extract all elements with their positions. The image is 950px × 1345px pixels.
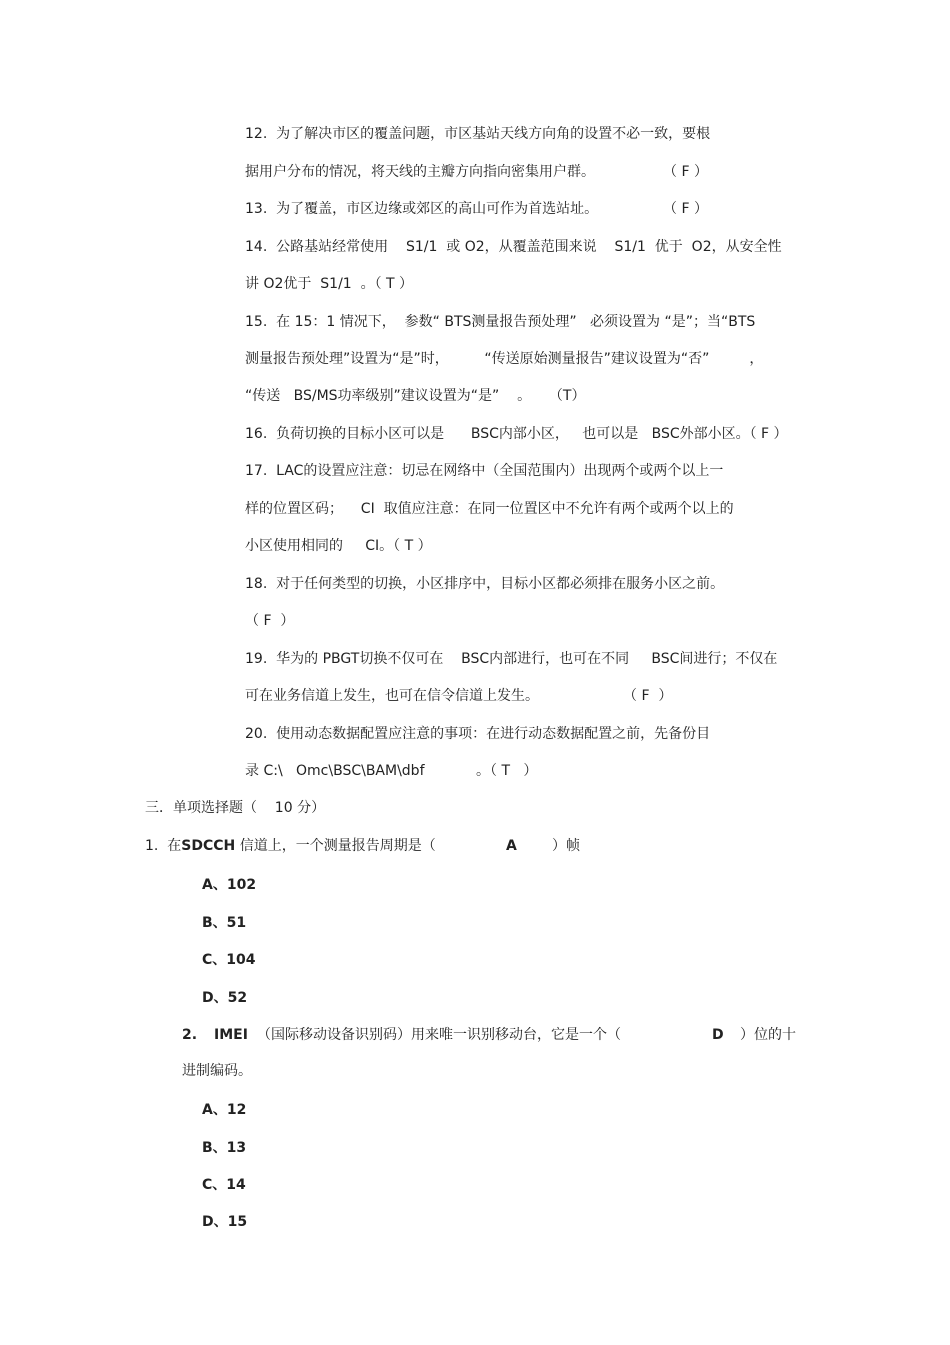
mc1-question (145, 836, 436, 856)
mc2-option-c: C、14 (202, 1177, 246, 1193)
q12-line2: 据用户分布的情况，将天线的主瓣方向指向密集用户群。 (245, 164, 595, 180)
q18-line2: （ F ） (245, 613, 295, 629)
q15-line2: 测量报告预处理”设置为“是”时， “传送原始测量报告”建议设置为“否” ， (245, 351, 764, 367)
mc2-option-b: B、13 (202, 1140, 247, 1156)
mc1-answer: A (506, 838, 517, 854)
mc1-option-c: C、104 (202, 952, 256, 968)
q17-line1: 17. LAC的设置应注意：切忌在网络中（全国范围内）出现两个或两个以上一 (245, 463, 724, 479)
q14-line1: 14. 公路基站经常使用 S1/1 或 O2，从覆盖范围来说 S1/1 优于 O2，从安全性 (245, 239, 782, 255)
q14-line2: 讲 O2优于 S1/1 。（ T ） (245, 276, 414, 292)
mc1-option-b: B、51 (202, 915, 247, 931)
q15-line1: 15. 在 15：1 情况下， 参数“ BTS测量报告预处理” 必须设置为 “是”；当“BTS (245, 314, 756, 330)
q17-line3: 小区使用相同的 CI。（ T ） (245, 538, 432, 554)
mc1-prefix: 1. 在 (145, 838, 182, 854)
mc1-option-a: A、102 (202, 877, 257, 893)
section-3-title: 三．单项选择题（ 10 分） (145, 800, 326, 816)
q12-line1: 12. 为了解决市区的覆盖问题，市区基站天线方向角的设置不必一致，要根 (245, 126, 711, 142)
q15-line3: “传送 BS/MS功率级别”建议设置为“是” 。 （T） (245, 388, 586, 404)
q20-line2: 录 C:\ Omc\BSC\BAM\dbf (245, 763, 425, 779)
mc1-text: 信道上，一个测量报告周期是（ (235, 838, 436, 854)
q13-line1: 13. 为了覆盖，市区边缘或郊区的高山可作为首选站址。 (245, 201, 599, 217)
q19-answer: （ F ） (623, 688, 673, 704)
q13-answer: （ F ） (663, 201, 708, 217)
mc2-option-a: A、12 (202, 1102, 247, 1118)
mc2-option-d: D、15 (202, 1214, 248, 1230)
mc1-option-d: D、52 (202, 990, 248, 1006)
q16-line1: 16. 负荷切换的目标小区可以是 BSC内部小区， 也可以是 BSC外部小区。（ F ） (245, 426, 788, 442)
q17-line2: 样的位置区码； CI 取值应注意：在同一位置区中不允许有两个或两个以上的 (245, 501, 734, 517)
mc2-suffix: ）位的十 (740, 1027, 796, 1043)
mc2-number: 2. (182, 1027, 198, 1043)
q19-line2: 可在业务信道上发生，也可在信令信道上发生。 (245, 688, 539, 704)
q18-line1: 18. 对于任何类型的切换，小区排序中，目标小区都必须排在服务小区之前。 (245, 576, 725, 592)
mc1-keyword: SDCCH (181, 838, 236, 854)
mc2-line2: 进制编码。 (182, 1063, 252, 1079)
mc2-keyword: IMEI (214, 1027, 248, 1043)
q12-answer: （ F ） (663, 164, 708, 180)
q19-line1: 19. 华为的 PBGT切换不仅可在 BSC内部进行，也可在不同 BSC间进行；不仅在 (245, 651, 778, 667)
mc2-answer: D (712, 1027, 724, 1043)
q20-line1: 20. 使用动态数据配置应注意的事项：在进行动态数据配置之前，先备份目 (245, 726, 711, 742)
mc1-suffix: ）帧 (552, 838, 580, 854)
mc2-text: （国际移动设备识别码）用来唯一识别移动台，它是一个（ (257, 1027, 621, 1043)
q20-answer: 。（ T ） (476, 763, 538, 779)
